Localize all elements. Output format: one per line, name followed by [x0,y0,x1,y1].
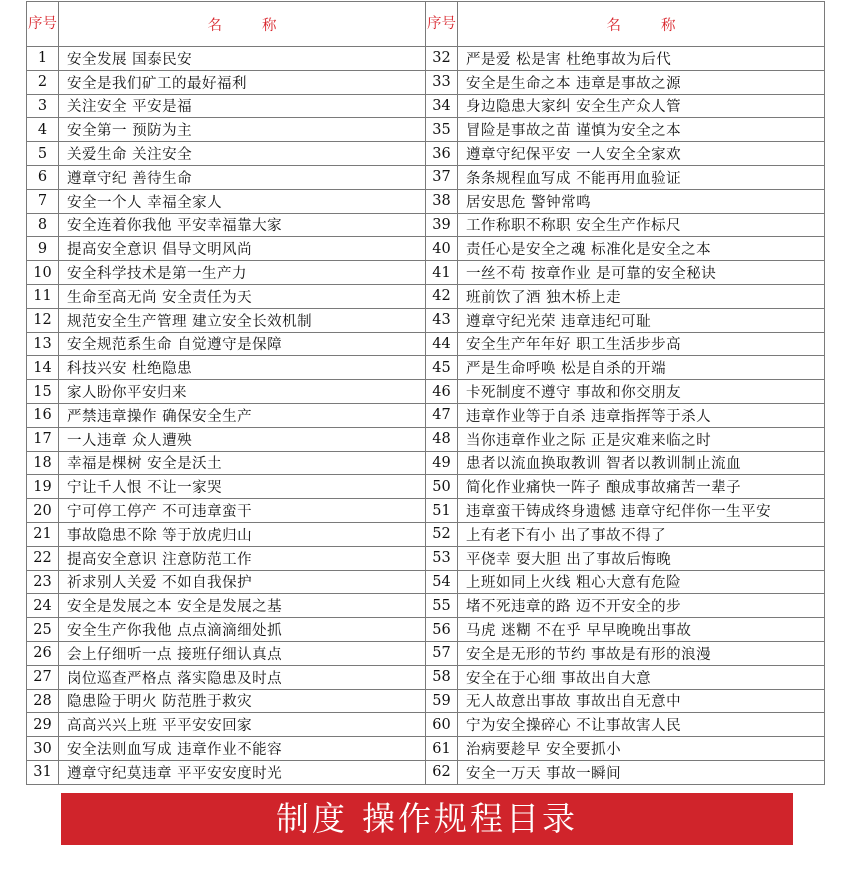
serial-number-cell-right: 38 [426,189,458,213]
slogan-name-cell-right: 简化作业痛快一阵子 酿成事故痛苦一辈子 [458,475,825,499]
serial-number-cell-left: 25 [27,618,59,642]
table-row [27,189,825,213]
table-row [27,737,825,761]
slogan-name-cell-left: 岗位巡查严格点 落实隐患及时点 [59,665,426,689]
slogan-name-cell-left: 宁让千人恨 不让一家哭 [59,475,426,499]
serial-number-cell-right: 62 [426,760,458,784]
slogan-name-cell-right: 马虎 迷糊 不在乎 早早晚晚出事故 [458,618,825,642]
table-header-row [27,2,825,47]
slogan-name-cell-right: 身边隐患大家纠 安全生产众人管 [458,94,825,118]
serial-number-cell-right: 52 [426,522,458,546]
table-row [27,665,825,689]
table-row [27,713,825,737]
serial-number-cell-left: 6 [27,165,59,189]
slogan-name-cell-left: 安全第一 预防为主 [59,118,426,142]
table-row [27,570,825,594]
serial-number-cell-right: 51 [426,499,458,523]
serial-number-cell-right: 40 [426,237,458,261]
slogan-table-body [27,47,825,785]
table-row [27,142,825,166]
slogan-name-cell-right: 堵不死违章的路 迈不开安全的步 [458,594,825,618]
slogan-name-cell-right: 安全一万天 事故一瞬间 [458,760,825,784]
serial-number-cell-left: 13 [27,332,59,356]
slogan-name-cell-right: 卡死制度不遵守 事故和你交朋友 [458,380,825,404]
slogan-name-cell-right: 平侥幸 耍大胆 出了事故后悔晚 [458,546,825,570]
slogan-name-cell-left: 科技兴安 杜绝隐患 [59,356,426,380]
serial-number-cell-right: 43 [426,308,458,332]
slogan-name-cell-left: 家人盼你平安归来 [59,380,426,404]
slogan-name-cell-right: 违章蛮干铸成终身遗憾 违章守纪伴你一生平安 [458,499,825,523]
serial-number-cell-left: 9 [27,237,59,261]
serial-number-cell-right: 58 [426,665,458,689]
table-row [27,618,825,642]
serial-number-cell-left: 3 [27,94,59,118]
table-row [27,641,825,665]
serial-number-cell-left: 10 [27,261,59,285]
serial-number-cell-right: 47 [426,403,458,427]
serial-number-cell-left: 29 [27,713,59,737]
slogan-name-cell-right: 班前饮了酒 独木桥上走 [458,284,825,308]
serial-number-cell-right: 56 [426,618,458,642]
slogan-name-cell-right: 工作称职不称职 安全生产作标尺 [458,213,825,237]
slogan-name-cell-right: 患者以流血换取教训 智者以教训制止流血 [458,451,825,475]
slogan-name-cell-right: 上有老下有小 出了事故不得了 [458,522,825,546]
serial-number-cell-left: 17 [27,427,59,451]
table-row [27,427,825,451]
slogan-name-cell-right: 上班如同上火线 粗心大意有危险 [458,570,825,594]
serial-number-cell-right: 50 [426,475,458,499]
slogan-name-cell-left: 安全是发展之本 安全是发展之基 [59,594,426,618]
slogan-name-cell-right: 严是爱 松是害 杜绝事故为后代 [458,47,825,71]
serial-number-cell-right: 61 [426,737,458,761]
serial-number-cell-right: 54 [426,570,458,594]
table-row [27,499,825,523]
slogan-name-cell-right: 遵章守纪光荣 违章违纪可耻 [458,308,825,332]
serial-number-cell-right: 48 [426,427,458,451]
table-row [27,308,825,332]
slogan-table [26,1,825,785]
serial-number-cell-right: 37 [426,165,458,189]
serial-number-cell-right: 44 [426,332,458,356]
name-header-left: 名称 [59,2,426,47]
slogan-name-cell-right: 条条规程血写成 不能再用血验证 [458,165,825,189]
serial-number-cell-left: 26 [27,641,59,665]
table-row [27,403,825,427]
slogan-name-cell-right: 责任心是安全之魂 标准化是安全之本 [458,237,825,261]
serial-number-cell-left: 16 [27,403,59,427]
slogan-name-cell-left: 高高兴兴上班 平平安安回家 [59,713,426,737]
serial-number-cell-left: 8 [27,213,59,237]
slogan-name-cell-right: 违章作业等于自杀 违章指挥等于杀人 [458,403,825,427]
serial-number-cell-left: 31 [27,760,59,784]
serial-number-cell-right: 36 [426,142,458,166]
slogan-name-cell-left: 严禁违章操作 确保安全生产 [59,403,426,427]
serial-number-cell-right: 57 [426,641,458,665]
slogan-name-cell-left: 安全生产你我他 点点滴滴细处抓 [59,618,426,642]
serial-number-cell-right: 39 [426,213,458,237]
slogan-name-cell-left: 安全连着你我他 平安幸福靠大家 [59,213,426,237]
banner-title-word-2: 操作规程目录 [362,799,578,838]
slogan-name-cell-right: 安全在于心细 事故出自大意 [458,665,825,689]
slogan-name-cell-left: 宁可停工停产 不可违章蛮干 [59,499,426,523]
table-row [27,70,825,94]
table-row [27,356,825,380]
serial-number-cell-right: 49 [426,451,458,475]
serial-number-cell-left: 18 [27,451,59,475]
table-row [27,261,825,285]
slogan-name-cell-right: 安全是生命之本 违章是事故之源 [458,70,825,94]
slogan-name-cell-left: 安全规范系生命 自觉遵守是保障 [59,332,426,356]
table-row [27,213,825,237]
name-header-right: 名称 [458,2,825,47]
serial-number-cell-left: 23 [27,570,59,594]
slogan-name-cell-right: 当你违章作业之际 正是灾难来临之时 [458,427,825,451]
table-row [27,522,825,546]
table-row [27,475,825,499]
serial-number-cell-left: 19 [27,475,59,499]
slogan-name-cell-left: 关爱生命 关注安全 [59,142,426,166]
serial-number-header-right: 序号 [426,2,458,47]
serial-number-cell-left: 28 [27,689,59,713]
serial-number-cell-right: 34 [426,94,458,118]
serial-number-cell-left: 5 [27,142,59,166]
table-row [27,451,825,475]
slogan-name-cell-right: 冒险是事故之苗 谨慎为安全之本 [458,118,825,142]
slogan-name-cell-left: 遵章守纪 善待生命 [59,165,426,189]
serial-number-cell-left: 15 [27,380,59,404]
slogan-name-cell-left: 幸福是棵树 安全是沃土 [59,451,426,475]
banner-title-word-1: 制度 [276,799,348,838]
serial-number-cell-left: 27 [27,665,59,689]
slogan-name-cell-left: 安全是我们矿工的最好福利 [59,70,426,94]
table-row [27,380,825,404]
slogan-name-cell-right: 一丝不苟 按章作业 是可靠的安全秘诀 [458,261,825,285]
serial-number-cell-right: 46 [426,380,458,404]
slogan-name-cell-left: 祈求别人关爱 不如自我保护 [59,570,426,594]
catalog-title-banner [61,793,793,845]
table-row [27,118,825,142]
serial-number-cell-right: 45 [426,356,458,380]
serial-number-cell-right: 35 [426,118,458,142]
slogan-name-cell-right: 安全是无形的节约 事故是有形的浪漫 [458,641,825,665]
table-row [27,594,825,618]
slogan-name-cell-left: 隐患险于明火 防范胜于救灾 [59,689,426,713]
serial-number-cell-left: 24 [27,594,59,618]
slogan-name-cell-left: 安全法则血写成 违章作业不能容 [59,737,426,761]
serial-number-cell-left: 11 [27,284,59,308]
slogan-name-cell-left: 关注安全 平安是福 [59,94,426,118]
serial-number-cell-right: 59 [426,689,458,713]
slogan-name-cell-left: 提高安全意识 倡导文明风尚 [59,237,426,261]
slogan-name-cell-right: 无人故意出事故 事故出自无意中 [458,689,825,713]
serial-number-cell-left: 14 [27,356,59,380]
slogan-name-cell-left: 一人违章 众人遭殃 [59,427,426,451]
slogan-name-cell-left: 生命至高无尚 安全责任为天 [59,284,426,308]
table-row [27,689,825,713]
table-row [27,760,825,784]
serial-number-cell-left: 22 [27,546,59,570]
serial-number-cell-left: 7 [27,189,59,213]
slogan-name-cell-right: 治病要趁早 安全要抓小 [458,737,825,761]
slogan-name-cell-left: 会上仔细听一点 接班仔细认真点 [59,641,426,665]
serial-number-cell-left: 2 [27,70,59,94]
slogan-name-cell-right: 安全生产年年好 职工生活步步高 [458,332,825,356]
serial-number-cell-right: 33 [426,70,458,94]
table-row [27,546,825,570]
table-row [27,94,825,118]
serial-number-cell-left: 1 [27,47,59,71]
slogan-name-cell-left: 规范安全生产管理 建立安全长效机制 [59,308,426,332]
table-row [27,332,825,356]
serial-number-cell-right: 41 [426,261,458,285]
serial-number-cell-right: 60 [426,713,458,737]
slogan-name-cell-left: 提高安全意识 注意防范工作 [59,546,426,570]
slogan-name-cell-left: 安全发展 国泰民安 [59,47,426,71]
serial-number-cell-left: 21 [27,522,59,546]
serial-number-cell-left: 20 [27,499,59,523]
slogan-name-cell-right: 遵章守纪保平安 一人安全全家欢 [458,142,825,166]
slogan-name-cell-left: 遵章守纪莫违章 平平安安度时光 [59,760,426,784]
slogan-name-cell-right: 居安思危 警钟常鸣 [458,189,825,213]
serial-number-cell-left: 30 [27,737,59,761]
slogan-name-cell-right: 严是生命呼唤 松是自杀的开端 [458,356,825,380]
slogan-name-cell-left: 安全科学技术是第一生产力 [59,261,426,285]
serial-number-cell-right: 32 [426,47,458,71]
serial-number-cell-right: 42 [426,284,458,308]
serial-number-cell-right: 53 [426,546,458,570]
slogan-name-cell-left: 事故隐患不除 等于放虎归山 [59,522,426,546]
serial-number-header-left: 序号 [27,2,59,47]
table-row [27,47,825,71]
table-row [27,284,825,308]
serial-number-cell-left: 12 [27,308,59,332]
table-row [27,237,825,261]
slogan-name-cell-left: 安全一个人 幸福全家人 [59,189,426,213]
serial-number-cell-right: 55 [426,594,458,618]
serial-number-cell-left: 4 [27,118,59,142]
slogan-name-cell-right: 宁为安全操碎心 不让事故害人民 [458,713,825,737]
table-row [27,165,825,189]
